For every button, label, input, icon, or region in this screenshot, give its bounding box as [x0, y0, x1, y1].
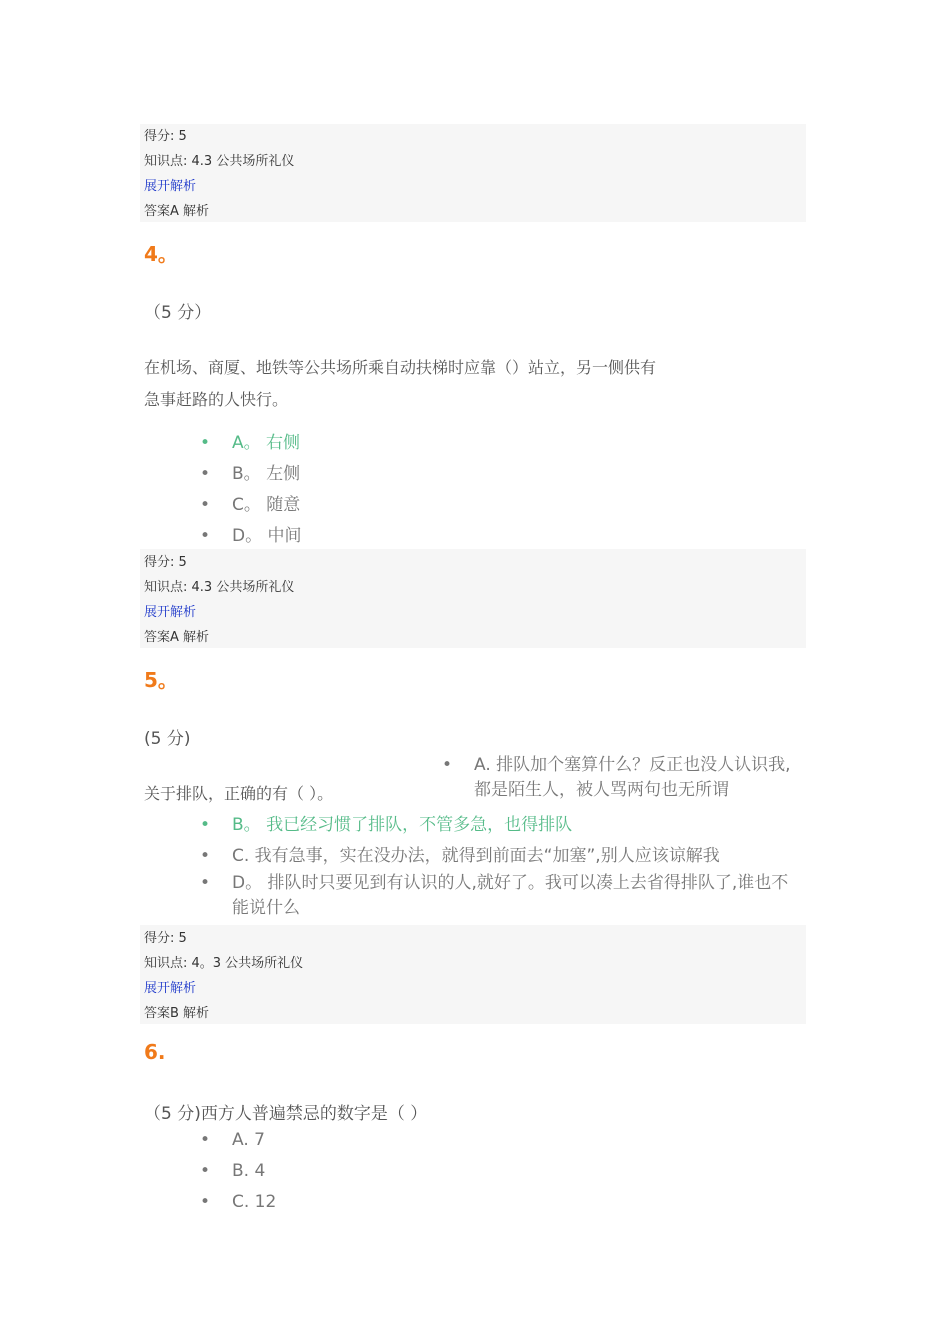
option-label: C. 我有急事，实在没办法，就得到前面去“加塞”,别人应该谅解我: [232, 846, 720, 866]
option-label: A. 7: [232, 1130, 265, 1150]
score-block: [140, 925, 806, 1024]
bullet-icon: •: [200, 1130, 211, 1150]
question-points: （5 分）: [144, 303, 212, 323]
score-text: 得分: 5: [144, 129, 187, 144]
score-block: [140, 549, 806, 648]
option-label: B. 4: [232, 1161, 266, 1181]
bullet-icon: •: [200, 433, 211, 453]
option-d[interactable]: [200, 871, 795, 918]
question-text: [144, 352, 744, 416]
bullet-icon: •: [200, 873, 211, 893]
bullet-icon: •: [200, 815, 211, 835]
expand-analysis-link[interactable]: 展开解析: [144, 981, 197, 996]
option-label: C. 12: [232, 1192, 277, 1212]
bullet-icon: •: [200, 1192, 211, 1212]
option-c[interactable]: [200, 1192, 276, 1212]
bullet-icon: •: [200, 464, 211, 484]
option-label: A. 排队加个塞算什么？反正也没人认识我,都是陌生人，被人骂两句也无所谓: [474, 755, 791, 800]
question-text: （5 分)西方人普遍禁忌的数字是（ ）: [144, 1104, 428, 1124]
question-number: 4。: [144, 242, 178, 266]
answer-text: 答案A 解析: [144, 204, 210, 219]
score-text: 得分: 5: [144, 931, 187, 946]
option-a[interactable]: [442, 753, 792, 800]
option-label: A。 右侧: [232, 433, 301, 453]
expand-analysis-link[interactable]: 展开解析: [144, 605, 197, 620]
question-number: 5。: [144, 668, 178, 692]
answer-text: 答案B 解析: [144, 1006, 210, 1021]
question-text-line: 急事赶路的人快行。: [144, 390, 289, 409]
option-label: C。 随意: [232, 495, 301, 515]
option-d[interactable]: [200, 521, 302, 546]
option-a[interactable]: [200, 1130, 265, 1150]
score-block: [140, 124, 806, 222]
option-b[interactable]: [200, 1161, 265, 1181]
option-label: B。 我已经习惯了排队，不管多急，也得排队: [232, 815, 573, 835]
option-b[interactable]: [200, 459, 300, 484]
score-text: 得分: 5: [144, 555, 187, 570]
option-a[interactable]: [200, 428, 300, 453]
bullet-icon: •: [200, 846, 211, 866]
question-text: 关于排队，正确的有（ ）。: [144, 784, 334, 803]
question-points: (5 分): [144, 729, 191, 749]
knowledge-point: 知识点: 4.3 公共场所礼仪: [144, 154, 295, 169]
option-label: D。 中间: [232, 526, 302, 546]
knowledge-point: 知识点: 4.3 公共场所礼仪: [144, 580, 295, 595]
question-number: 6.: [144, 1040, 166, 1064]
option-label: D。 排队时只要见到有认识的人,就好了。我可以凑上去省得排队了,谁也不能说什么: [232, 873, 789, 918]
expand-analysis-link[interactable]: 展开解析: [144, 179, 197, 194]
bullet-icon: •: [442, 755, 453, 775]
bullet-icon: •: [200, 526, 211, 546]
option-c[interactable]: [200, 490, 300, 515]
knowledge-point: 知识点: 4。3 公共场所礼仪: [144, 956, 304, 971]
option-b[interactable]: [200, 810, 572, 835]
answer-text: 答案A 解析: [144, 630, 210, 645]
question-text-line: 在机场、商厦、地铁等公共场所乘自动扶梯时应靠（）站立，另一侧供有: [144, 358, 657, 377]
option-label: B。 左侧: [232, 464, 301, 484]
bullet-icon: •: [200, 495, 211, 515]
option-c[interactable]: [200, 841, 720, 866]
bullet-icon: •: [200, 1161, 211, 1181]
